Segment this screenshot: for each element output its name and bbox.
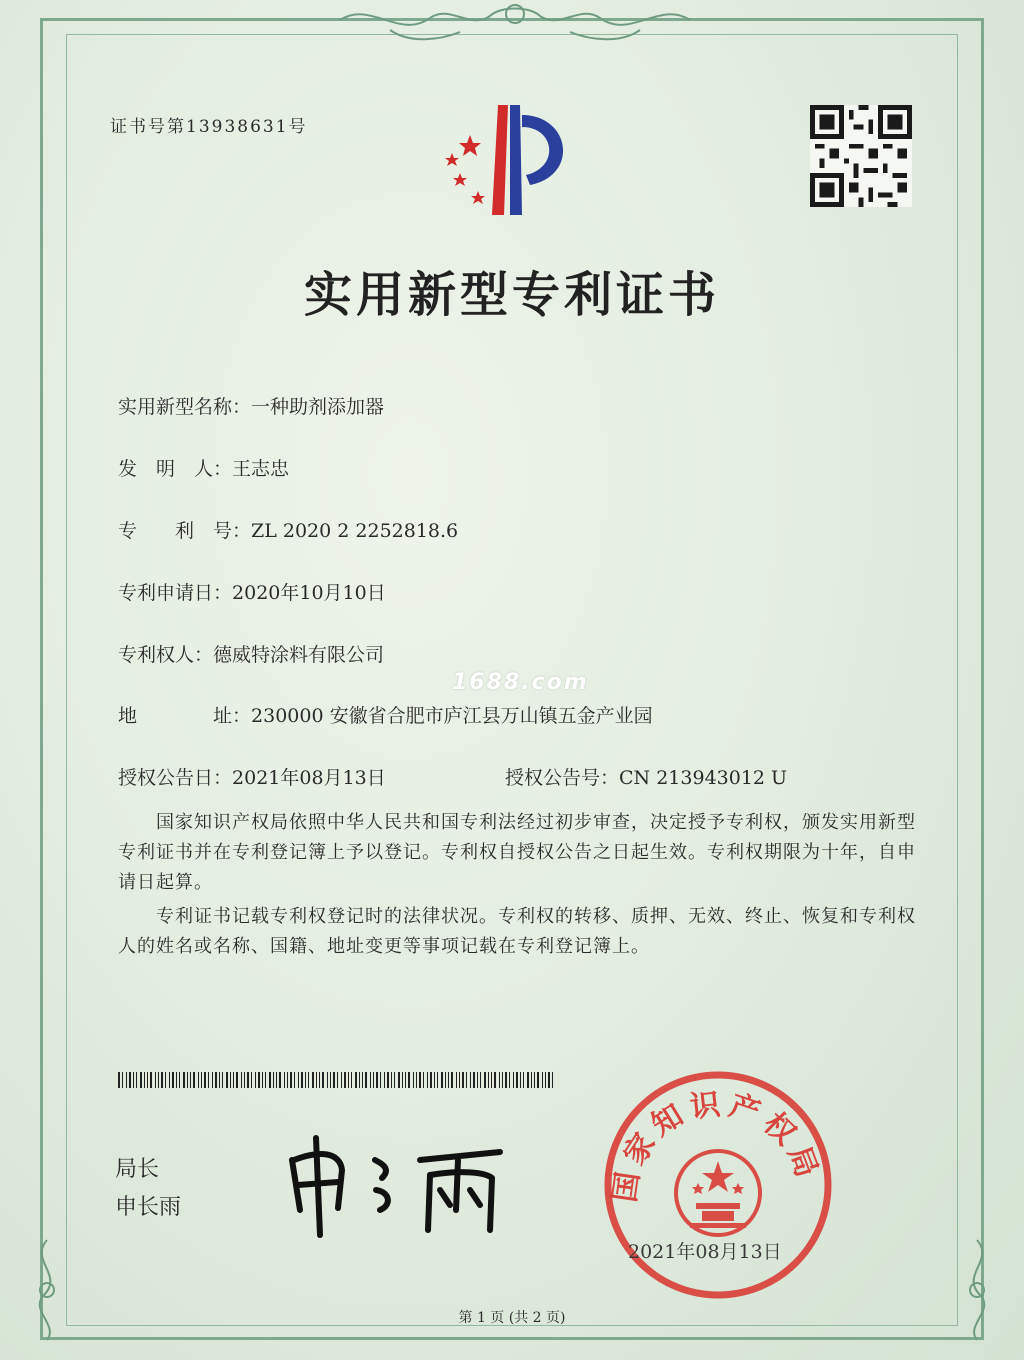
- grant-date-row: [118, 763, 386, 790]
- field-value: 一种助剂添加器: [251, 396, 385, 418]
- field-label: 专 利 号：: [118, 520, 252, 542]
- director-title: 局长: [115, 1157, 160, 1182]
- left-corner-ornament-icon: [24, 1235, 70, 1345]
- field-value: CN 213943012 U: [619, 767, 788, 789]
- field-value: ZL 2020 2 2252818.6: [251, 520, 459, 542]
- certificate-title: 实用新型专利证书: [303, 267, 720, 323]
- body-paragraph-2: 专利证书记载专利权登记时的法律状况。专利权的转移、质押、无效、终止、恢复和专利权人的姓名或名称、国籍、地址变更等事项记载在专利登记簿上。: [118, 906, 916, 957]
- official-seal-icon: [598, 1065, 838, 1305]
- barcode-icon: [118, 1072, 558, 1088]
- director-name: 申长雨: [115, 1195, 182, 1220]
- seal-text: 国家知识产权局: [607, 1086, 827, 1205]
- patent-number-row: [118, 516, 458, 543]
- field-value: 230000 安徽省合肥市庐江县万山镇五金产业园: [251, 705, 653, 727]
- grant-number-row: [505, 763, 787, 790]
- certificate-number: 证书号第13938631号: [110, 117, 308, 137]
- right-corner-ornament-icon: [954, 1235, 1000, 1345]
- field-label: 地 址：: [118, 705, 252, 727]
- field-value: 王志忠: [232, 458, 290, 480]
- field-value: 2020年10月10日: [232, 582, 386, 604]
- field-label: 授权公告日：: [118, 767, 233, 789]
- body-paragraph-1: 国家知识产权局依照中华人民共和国专利法经过初步审查，决定授予专利权，颁发实用新型专利证书并在专利登记簿上予以登记。专利权自授权公告之日起生效。专利权期限为十年，自申请日起算。: [118, 812, 916, 893]
- field-label: 专利申请日：: [118, 582, 233, 604]
- qr-code-icon: [810, 105, 912, 207]
- address-row: [118, 701, 653, 728]
- field-value: 2021年08月13日: [232, 767, 386, 789]
- seal-date: 2021年08月13日: [628, 1241, 782, 1263]
- field-label: 授权公告号：: [505, 767, 620, 789]
- page-indicator: 第 1 页 (共 2 页): [458, 1310, 566, 1326]
- utility-model-name-row: [118, 392, 384, 419]
- field-label: 发 明 人：: [118, 458, 233, 480]
- director-signature-icon: [280, 1130, 520, 1240]
- patentee-row: [118, 640, 384, 667]
- field-value: 德威特涂料有限公司: [213, 644, 385, 666]
- patent-office-emblem-icon: [430, 95, 580, 225]
- filing-date-row: [118, 578, 386, 605]
- watermark: 1688.com: [452, 670, 589, 695]
- top-ornament-icon: [330, 0, 700, 46]
- inventor-row: [118, 454, 289, 481]
- field-label: 专利权人：: [118, 644, 214, 666]
- field-label: 实用新型名称：: [118, 396, 252, 418]
